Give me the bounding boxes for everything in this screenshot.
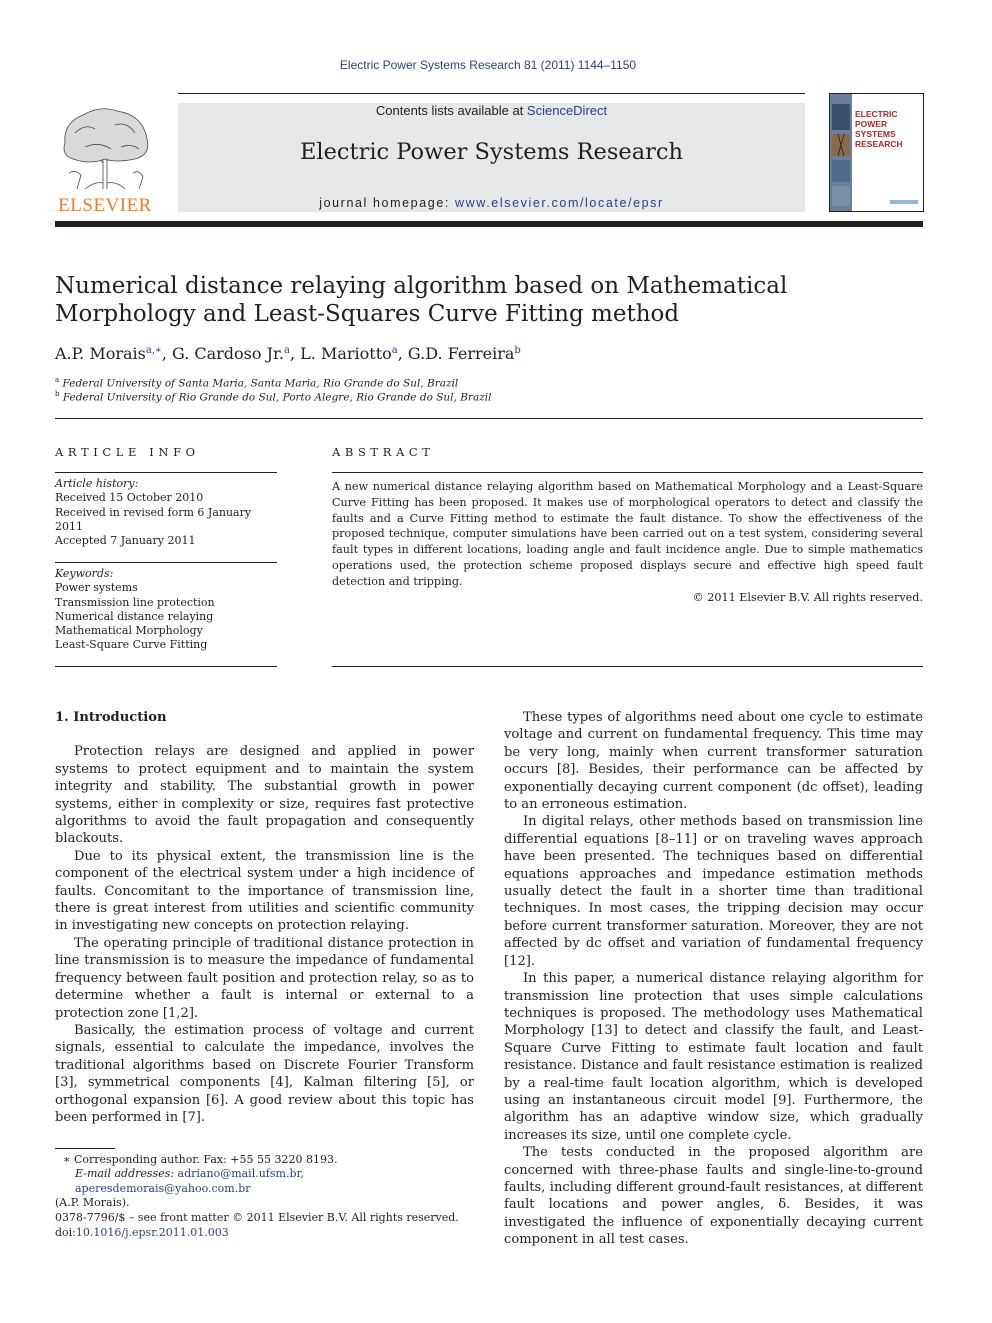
issn-line: 0378-7796/$ – see front matter © 2011 Elsevier B.V. All rights reserved. — [55, 1211, 459, 1224]
body-right-column — [504, 709, 923, 1249]
history-item: Accepted 7 January 2011 — [55, 534, 196, 548]
author-sep: , — [397, 344, 408, 363]
article-history — [55, 477, 277, 548]
cover-title: ELECTRIC POWER SYSTEMS RESEARCH — [855, 109, 903, 149]
author-sup[interactable]: b — [514, 345, 521, 356]
article-title: Numerical distance relaying algorithm based on Mathematical Morphology and Least-Squares Curve Fitting method — [55, 273, 788, 327]
header-divider — [55, 418, 923, 419]
info-bottom-rule — [55, 666, 277, 667]
corresponding-author: ∗ Corresponding author. Fax: +55 55 3220 8193. — [63, 1153, 338, 1166]
paragraph: In digital relays, other methods based on transmission line differential equations [8–11] or on traveling waves approach have been presented. The techniques based on differential equations approaches and impedance estimation methods usually detect the fault in a shorter time than traditional techniques. In most cases, the tripping decision may occur before current transformer saturation. Moreover, they are not affected by dc offset and variation of fundamental frequency [12]. — [504, 814, 923, 969]
article-info-heading: ARTICLE INFO — [55, 445, 200, 459]
email-label: E-mail addresses: — [75, 1167, 175, 1181]
author-sep: , — [289, 344, 301, 363]
keywords-label: Keywords: — [55, 567, 114, 580]
author-sep: , — [161, 344, 172, 363]
keyword-item: Mathematical Morphology — [55, 624, 203, 638]
contents-prefix: Contents lists available at — [375, 103, 524, 118]
paragraph: The operating principle of traditional distance protection in line transmission is to measure the impedance of fundamental frequency between fault position and protection relay, so as to determine whether a fault is internal or external to a protection zone [1,2]. — [55, 935, 474, 1021]
abstract-text: A new numerical distance relaying algorithm based on Mathematical Morphology and a Least-Square Curve Fitting has been proposed. It makes use of morphological operators to detect and classify the faults and a Curve Fitting method to estimate the fault distance. To show the effectiveness of the proposed technique, computer simulations have been carried out on a test system, considering several fault types in different locations, loading angle and fault incidence angle. Due to simple mathematics operations used, the protection scheme proposed displays secure and effective high speed fault detection and tripping. — [332, 480, 923, 588]
abstract-bottom-rule — [332, 666, 923, 667]
section-heading: 1. Introduction — [55, 710, 167, 725]
email-links[interactable]: adriano@mail.ufsm.br, aperesdemorais@yahoo.com.br — [75, 1167, 305, 1195]
history-item: Received in revised form 6 January 2011 — [55, 505, 252, 533]
author-sup[interactable]: a,∗ — [145, 345, 162, 356]
keyword-item: Power systems — [55, 581, 138, 595]
keyword-item: Numerical distance relaying — [55, 609, 214, 623]
author-sup[interactable]: a — [391, 345, 398, 356]
paragraph: Due to its physical extent, the transmission line is the component of the electrical system under a high incidence of faults. Concomitant to the importance of transmission line, there is great interest from utilities and scientific community in investigating new concepts on protection relaying. — [55, 848, 474, 934]
doi-prefix: doi: — [55, 1226, 76, 1239]
author-sup[interactable]: a — [284, 345, 290, 356]
author-list — [55, 344, 923, 363]
abstract-copyright: © 2011 Elsevier B.V. All rights reserved. — [692, 590, 923, 604]
abstract-rule — [332, 472, 923, 473]
paragraph: Protection relays are designed and applied in power systems to protect equipment and to maintain the system integrity and stability. The substantial growth in power systems, either in complexity or size, requires fast protective algorithms to avoid the fault propagation and consequently blackouts. — [55, 744, 474, 847]
paragraph: In this paper, a numerical distance relaying algorithm for transmission line protection that uses simple calculations techniques is proposed. The methodology uses Mathematical Morphology [13] to detect and classify the fault, and Least-Square Curve Fitting to estimate fault location and fault resistance. Distance and fault resistance estimation is realized by a real-time fault location algorithm, which is developed using an instantaneous circuit model [9]. Furthermore, the algorithm has an adaptive window size, which gradually increases its size, until one complete cycle. — [504, 971, 923, 1143]
elsevier-wordmark: ELSEVIER — [58, 195, 152, 216]
keyword-item: Least-Square Curve Fitting — [55, 638, 208, 652]
journal-title: Electric Power Systems Research — [300, 139, 683, 165]
author-name[interactable]: G. Cardoso Jr. — [171, 344, 284, 363]
journal-cover-image[interactable] — [829, 93, 924, 212]
info-rule — [55, 472, 277, 473]
affiliation-b — [55, 390, 923, 404]
footnote — [55, 1153, 474, 1210]
doi-link[interactable]: 10.1016/j.epsr.2011.01.003 — [75, 1226, 229, 1239]
paragraph: These types of algorithms need about one cycle to estimate voltage and current on fundamental frequency. This time may be very long, mainly when current transformer saturation occurs [8]. Besides, their performance can be affected by exponentially decaying current component (dc offset), leading to an erroneous estimation. — [504, 710, 923, 813]
email-owner: (A.P. Morais). — [55, 1195, 130, 1209]
masthead-rule — [178, 93, 805, 94]
abstract-heading: ABSTRACT — [332, 445, 435, 459]
history-item: Received 15 October 2010 — [55, 491, 204, 505]
affiliation-text: Federal University of Rio Grande do Sul, Porto Alegre, Rio Grande do Sul, Brazil — [62, 391, 492, 404]
homepage-prefix: journal homepage: — [319, 196, 450, 210]
paragraph: Basically, the estimation process of voltage and current signals, essential to calculate the impedance, involves the traditional algorithms based on Discrete Fourier Transform [3], symmetrical components [4], Kalman filtering [5], or orthogonal expansion [6]. A good review about this topic has been performed in [7]. — [55, 1022, 474, 1125]
homepage-line — [178, 196, 805, 210]
affiliation-sup: a — [55, 376, 60, 384]
sciencedirect-link[interactable]: ScienceDirect — [526, 103, 608, 118]
keywords-rule — [55, 562, 277, 563]
affiliation-a — [55, 376, 923, 390]
doi-line — [55, 1226, 655, 1240]
paragraph: The tests conducted in the proposed algorithm are concerned with three-phase faults and single-line-to-ground faults, including different ground-fault resistances, at different fault locations and power angles, δ. Besides, it was investigated the influence of exponentially decaying current component in all test cases. — [504, 1145, 923, 1248]
affiliation-text: Federal University of Santa Maria, Santa Maria, Rio Grande do Sul, Brazil — [62, 377, 459, 390]
contents-line — [178, 103, 805, 118]
footnote-rule — [55, 1148, 115, 1149]
homepage-link[interactable]: www.elsevier.com/locate/epsr — [455, 196, 664, 210]
email-line — [55, 1167, 474, 1196]
keyword-item: Transmission line protection — [55, 595, 215, 609]
author-name[interactable]: L. Mariotto — [300, 344, 392, 363]
abstract-body — [332, 479, 923, 605]
body-left-column — [55, 709, 474, 1126]
history-label: Article history: — [55, 477, 139, 490]
running-head[interactable]: Electric Power Systems Research 81 (2011) 1144–1150 — [339, 58, 637, 72]
author-name[interactable]: G.D. Ferreira — [407, 344, 515, 363]
masthead-thick-rule — [55, 221, 923, 227]
affiliation-sup: b — [55, 390, 60, 398]
author-name[interactable]: A.P. Morais — [55, 344, 146, 363]
keywords — [55, 567, 277, 653]
